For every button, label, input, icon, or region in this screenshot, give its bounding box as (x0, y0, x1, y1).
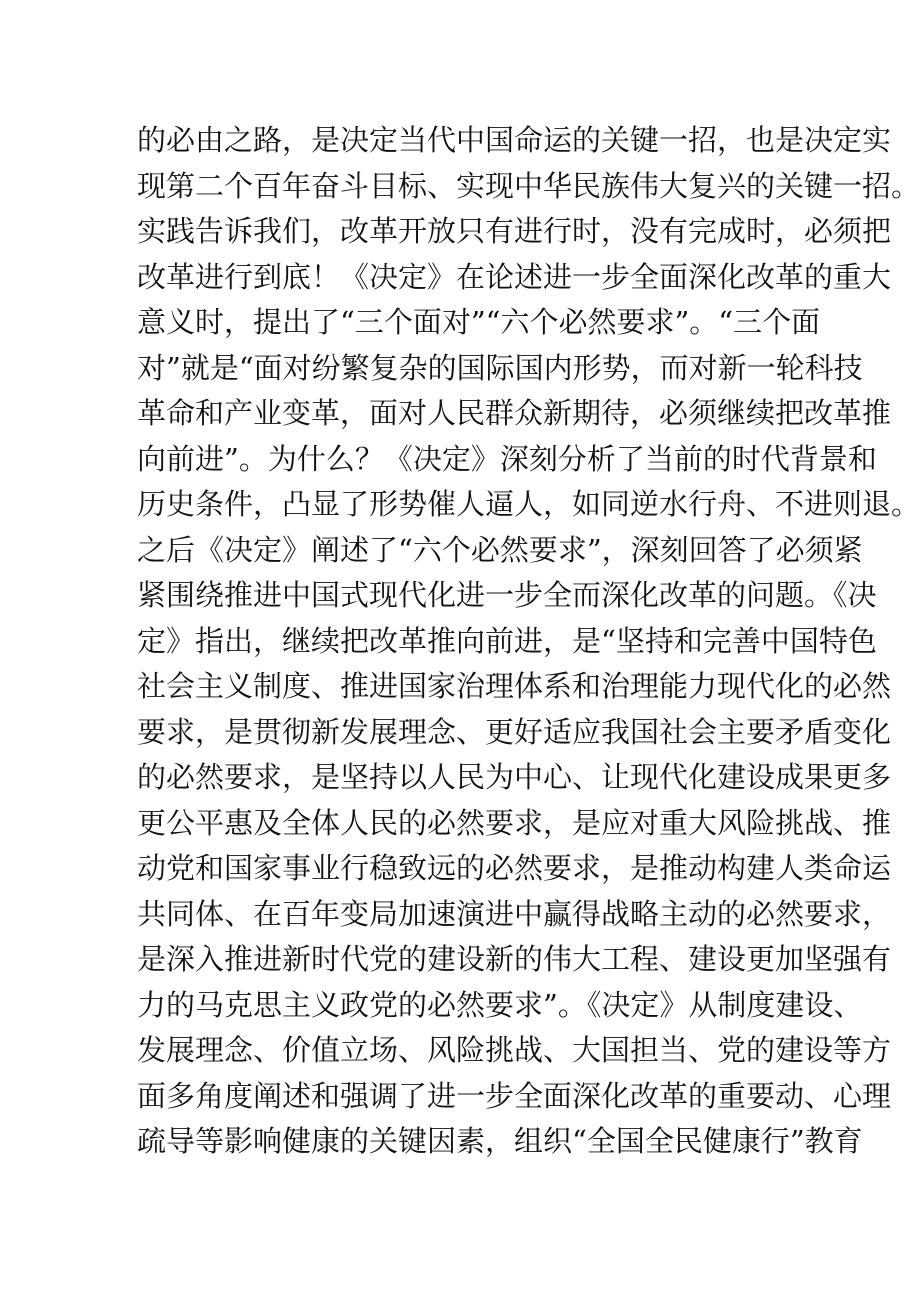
text-line: 力的马克思主义政党的必然要求”。《决定》从制度建设、 (137, 987, 863, 1022)
text-line: 共同体、在百年变局加速演进中赢得战略主动的必然要求， (137, 896, 892, 931)
text-line: 革命和产业变革，面对人民群众新期待，必须继续把改革推 (137, 396, 892, 430)
text-line: 对”就是“面对纷繁复杂的国际国内形势，而对新一轮科技 (137, 350, 863, 385)
text-line: 的必由之路，是决定当代中国命运的关键一招，也是决定实 (137, 123, 892, 157)
text-line: 疏导等影响健康的关键因素，组织“全国全民健康行”教育 (137, 1124, 863, 1158)
text-line: 发展理念、价值立场、风险挑战、大国担当、党的建设等方 (137, 1033, 892, 1067)
text-line: 是深入推进新时代党的建设新的伟大工程、建设更加坚强有 (137, 942, 892, 976)
text-line: 社会主义制度、推进国家治理体系和治理能力现代化的必然 (137, 669, 892, 703)
text-line: 更公平惠及全体人民的必然要求，是应对重大风险挑战、推 (137, 805, 892, 840)
text-line: 面多角度阐述和强调了进一步全面深化改革的重要动、心理 (137, 1078, 892, 1113)
text-line: 的必然要求，是坚持以人民为中心、让现代化建设成果更多 (137, 760, 892, 794)
body-text (137, 118, 920, 1165)
text-line: 实践告诉我们，改革开放只有进行时，没有完成时，必须把 (137, 214, 892, 248)
text-line: 定》指出，继续把改革推向前进，是“坚持和完善中国特色 (137, 623, 877, 658)
text-line: 向前进”。为什么？《决定》深刻分析了当前的时代背景和 (137, 441, 877, 476)
text-line: 要求，是贯彻新发展理念、更好适应我国社会主要矛盾变化 (137, 714, 892, 749)
text-line: 历史条件，凸显了形势催人逼人，如同逆水行舟、不进则退。 (137, 487, 920, 521)
text-line: 改革进行到底！《决定》在论述进一步全面深化改革的重大 (137, 259, 892, 294)
text-line: 紧围绕推进中国式现代化进一步全而深化改革的问题。《决 (137, 578, 877, 612)
text-line: 之后《决定》阐述了“六个必然要求”，深刻回答了必须紧 (137, 532, 863, 567)
text-line: 动党和国家事业行稳致远的必然要求，是推动构建人类命运 (137, 851, 892, 885)
text-line: 现第二个百年奋斗目标、实现中华民族伟大复兴的关键一招。 (137, 168, 920, 203)
text-line: 意义时，提出了“三个面对”“六个必然要求”。“三个面 (137, 305, 821, 339)
